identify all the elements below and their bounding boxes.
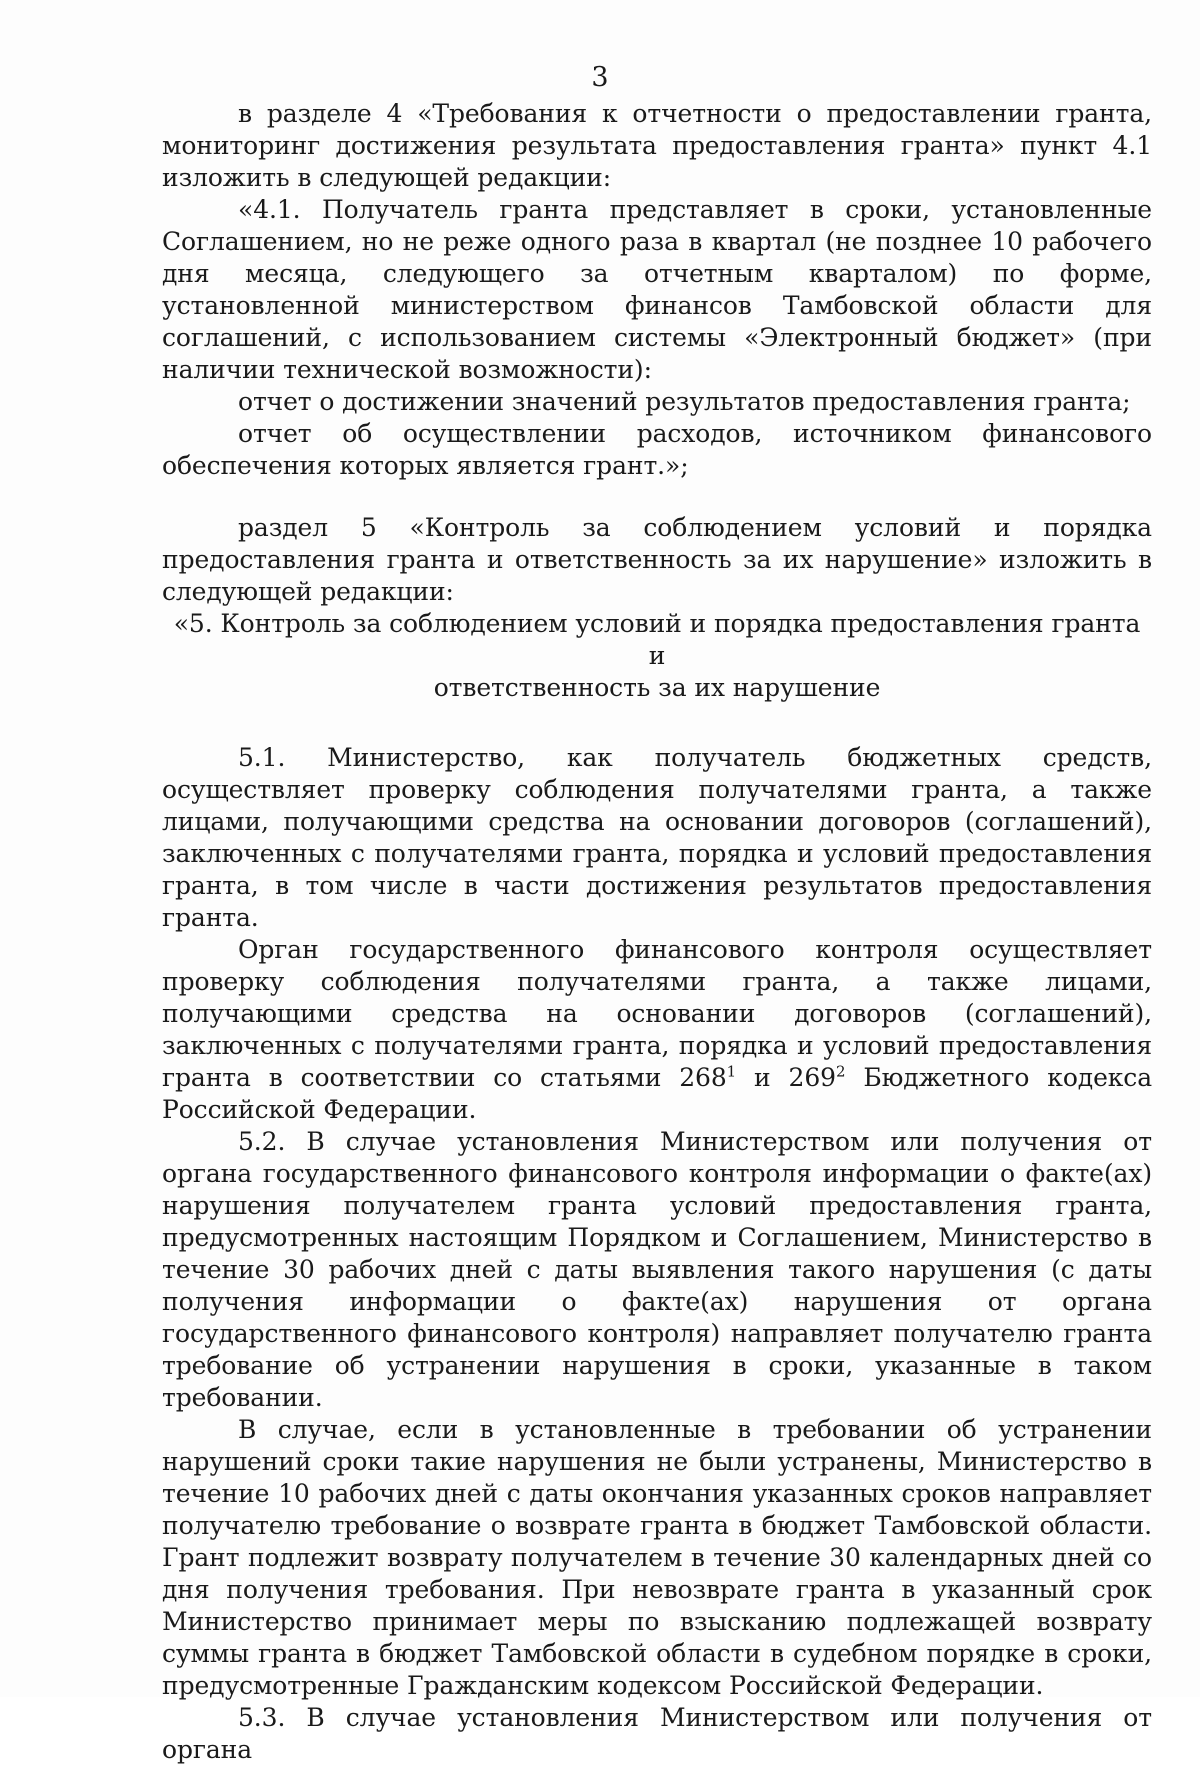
- page-number: 3: [591, 62, 609, 93]
- superscript-2: 2: [835, 1062, 846, 1081]
- section5-heading: [162, 608, 1152, 704]
- paragraph-section4-intro: в разделе 4 «Требования к отчетности о предоставлении гранта, мониторинг достижения результата предоставления гранта» пункт 4.1 изложить в следующей редакции:: [162, 99, 1152, 192]
- paragraph-financial-control-text-c: Бюджетного кодекса Российской Федерации.: [162, 1063, 1153, 1124]
- superscript-1: 1: [726, 1062, 737, 1081]
- paragraph-financial-control-text-b: и 269: [736, 1063, 836, 1092]
- paragraph-financial-control: [162, 934, 1152, 1126]
- paragraph-5-2: 5.2. В случае установления Министерством или получения от органа государственного финансового контроля информации о факте(ах) нарушения получателем гранта условий предоставления гранта, предусмотренных настоящим Порядком и Соглашением, Министерство в течение 30 рабочих дней с даты выявления такого нарушения (с даты получения информации о факте(ах) нарушения от органа государственного финансового контроля) направляет получателю гранта требование об устранении нарушения в сроки, указанные в таком требовании.: [162, 1127, 1152, 1412]
- paragraph-report-expenses: отчет об осуществлении расходов, источником финансового обеспечения которых является грант.»;: [162, 419, 1152, 480]
- paragraph-refund: В случае, если в установленные в требовании об устранении нарушений сроки такие нарушения не были устранены, Министерство в течение 10 рабочих дней с даты окончания указанных сроков направляет получателю требование о возврате гранта в бюджет Тамбовской области. Грант подлежит возврату получателем в течение 30 календарных дней со дня получения требования. При невозврате гранта в указанный срок Министерство принимает меры по взысканию подлежащей возврату суммы гранта в бюджет Тамбовской области в судебном порядке в сроки, предусмотренные Гражданским кодексом Российской Федерации.: [162, 1415, 1152, 1700]
- paragraph-5-1: 5.1. Министерство, как получатель бюджетных средств, осуществляет проверку соблюдения получателями гранта, а также лицами, получающими средства на основании договоров (соглашений), заключенных с получателями гранта, порядка и условий предоставления гранта, в том числе в части достижения результатов предоставления гранта.: [162, 743, 1152, 932]
- paragraph-section5-intro: раздел 5 «Контроль за соблюдением условий и порядка предоставления гранта и ответственность за их нарушение» изложить в следующей редакции:: [162, 513, 1152, 606]
- paragraph-5-3: 5.3. В случае установления Министерством или получения от органа: [162, 1703, 1152, 1764]
- document-body: [162, 98, 1152, 1766]
- section5-heading-line2: ответственность за их нарушение: [433, 673, 881, 702]
- section5-heading-line1: «5. Контроль за соблюдением условий и порядка предоставления гранта и: [173, 609, 1141, 670]
- paragraph-4-1: «4.1. Получатель гранта представляет в сроки, установленные Соглашением, но не реже одного раза в квартал (не позднее 10 рабочего дня месяца, следующего за отчетным кварталом) по форме, установленной министерством финансов Тамбовской области для соглашений, с использованием системы «Электронный бюджет» (при наличии технической возможности):: [162, 195, 1152, 384]
- paragraph-financial-control-text-a: Орган государственного финансового контроля осуществляет проверку соблюдения получателями гранта, а также лицами, получающими средства на основании договоров (соглашений), заключенных с получателями гранта, порядка и условий предоставления гранта в соответствии со статьями 268: [162, 935, 1152, 1092]
- paragraph-report-results: отчет о достижении значений результатов предоставления гранта;: [238, 387, 1131, 416]
